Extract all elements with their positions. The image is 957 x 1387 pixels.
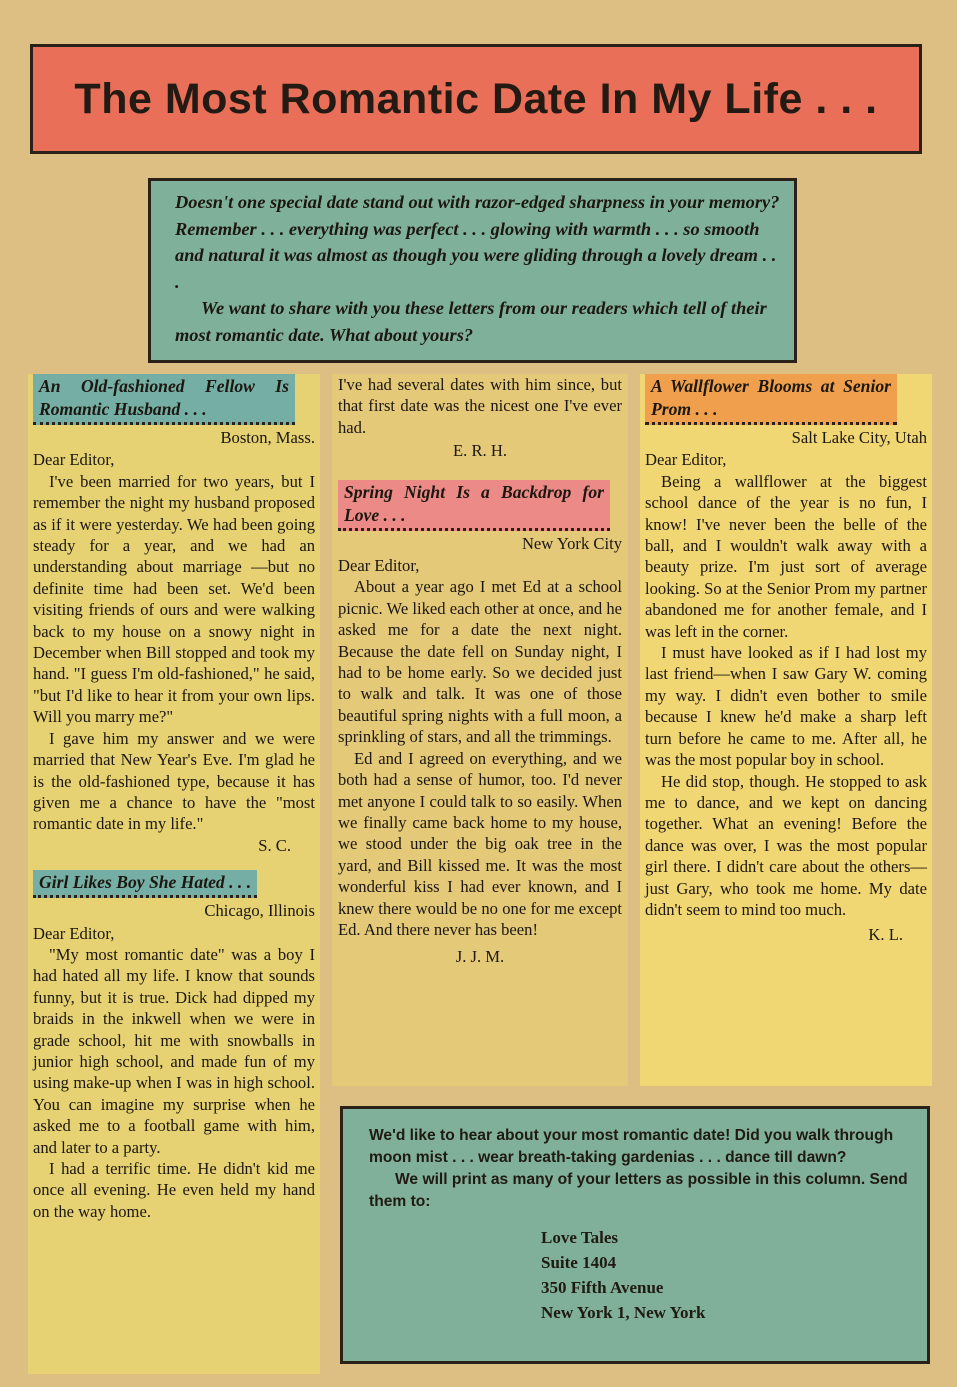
address-line-1: Love Tales xyxy=(541,1228,618,1247)
letter-2-paragraph-1: "My most romantic date" was a boy I had hated all my life. I know that sounds funny, but it is true. Dick had dipped my braids in the inkwell when we were in grade school, hit me with snowballs in junior high school, and made fun of my using make-up when I was in high school. You can imagine my surprise when he asked me to a football game with him, and later to a party. xyxy=(33,944,315,1157)
letter-4-place: Salt Lake City, Utah xyxy=(791,428,927,447)
address-line-4: New York 1, New York xyxy=(541,1303,706,1322)
intro-paragraph-2: We want to share with you these letters from our readers which tell of their most romantic date. What about yours? xyxy=(175,298,767,345)
letter-4-signature: K. L. xyxy=(868,925,903,945)
submission-box xyxy=(340,1106,930,1364)
letter-3-heading: Spring Night Is a Backdrop for Love . . . xyxy=(338,480,610,531)
letter-1-paragraph-2: I gave him my answer and we were married that New Year's Eve. I'm glad he is the old-fashioned type, because it has given me a chance to have the "most romantic date in my life." xyxy=(33,728,315,834)
column-2 xyxy=(332,374,628,1086)
letter-4-salutation: Dear Editor, xyxy=(645,450,727,470)
intro-paragraph-1: Doesn't one special date stand out with razor-edged sharpness in your memory? Remember . . . everything was perfect . . . glowing with warmth . . . so smooth and natural it was almost as though you were gliding through a lovely dream . . . xyxy=(175,192,780,292)
letter-1-paragraph-1: I've been married for two years, but I remember the night my husband proposed as if it were yesterday. We had been going steady for a year, and we had an understanding about marriage —but no definite time had been set. We'd been visiting friends of ours and were walking back to my house on a snowy night in December when Bill stopped and took my hand. "I guess I'm old-fashioned," he said, "but I'd like to hear it from your own lips. Will you marry me?" xyxy=(33,471,315,727)
letter-3-salutation: Dear Editor, xyxy=(338,556,420,576)
letter-1-heading: An Old-fashioned Fellow Is Romantic Husband . . . xyxy=(33,374,295,425)
address-line-3: 350 Fifth Avenue xyxy=(541,1278,664,1297)
page-title: The Most Romantic Date In My Life . . . xyxy=(74,74,878,123)
letter-2-signature: E. R. H. xyxy=(453,441,507,461)
column-1 xyxy=(28,374,320,1374)
letter-2-heading: Girl Likes Boy She Hated . . . xyxy=(33,870,257,898)
closing-paragraph-2: We will print as many of your letters as possible in this column. Send them to: xyxy=(369,1171,908,1210)
address-line-2: Suite 1404 xyxy=(541,1253,617,1272)
letter-4-paragraph-1: Being a wallflower at the biggest school dance of the year is no fun, I know! I've never been the belle of the ball, and I wouldn't walk away with a beauty prize. I'm just sort of average looking. So at the Senior Prom my partner abandoned me for another female, and I was left in the corner. xyxy=(645,471,927,641)
letter-3-paragraph-1: About a year ago I met Ed at a school picnic. We liked each other at once, and he asked me for a date the next night. Because the date fell on Sunday night, I had to be home early. So we decided just to walk and talk. It was one of those beautiful spring nights with a full moon, a sprinkling of stars, and all the trimmings. xyxy=(338,577,623,747)
letter-3-place: New York City xyxy=(521,533,622,553)
letter-4-paragraph-3: He did stop, though. He stopped to ask me to dance, and we kept on dancing together. What an evening! Before the dance was over, I was the most popular girl there. I didn't care about the others—just Gary, who took me home. My date didn't seem to mind too much. xyxy=(645,771,927,919)
letter-4-paragraph-2: I must have looked as if I had lost my last friend—when I saw Gary W. coming my way. I didn't even bother to smile because I knew he'd make a sharp left turn before he came to me. After all, he was the most popular boy in school. xyxy=(645,643,927,770)
letter-2-salutation: Dear Editor, xyxy=(33,923,115,943)
letter-3-signature: J. J. M. xyxy=(455,947,505,967)
intro-box xyxy=(148,178,797,363)
letter-1-signature: S. C. xyxy=(258,835,291,855)
letter-2-continuation: I've had several dates with him since, but that first date was the nicest one I've ever had. xyxy=(338,375,622,437)
letter-2-place: Chicago, Illinois xyxy=(204,901,315,921)
letter-4-heading: A Wallflower Blooms at Senior Prom . . . xyxy=(645,374,897,425)
letter-3-paragraph-2: Ed and I agreed on everything, and we both had a sense of humor, too. I'd never met anyone I could talk to so easily. When we finally came back home to my house, we stood under the big oak tree in the yard, and Bill kissed me. It was the most wonderful kiss I had ever known, and I knew there would be no one for me except Ed. And there never has been! xyxy=(338,748,622,939)
letter-1-place: Boston, Mass. xyxy=(220,428,315,447)
closing-paragraph-1: We'd like to hear about your most romantic date! Did you walk through moon mist . . . wear breath-taking gardenias . . . dance till dawn? xyxy=(369,1127,894,1166)
letter-2-paragraph-2: I had a terrific time. He didn't kid me once all evening. He even held my hand on the way home. xyxy=(33,1159,315,1221)
mailing-address xyxy=(541,1225,909,1325)
column-3 xyxy=(640,374,932,1086)
title-banner xyxy=(30,44,922,154)
letter-1-salutation: Dear Editor, xyxy=(33,450,115,470)
